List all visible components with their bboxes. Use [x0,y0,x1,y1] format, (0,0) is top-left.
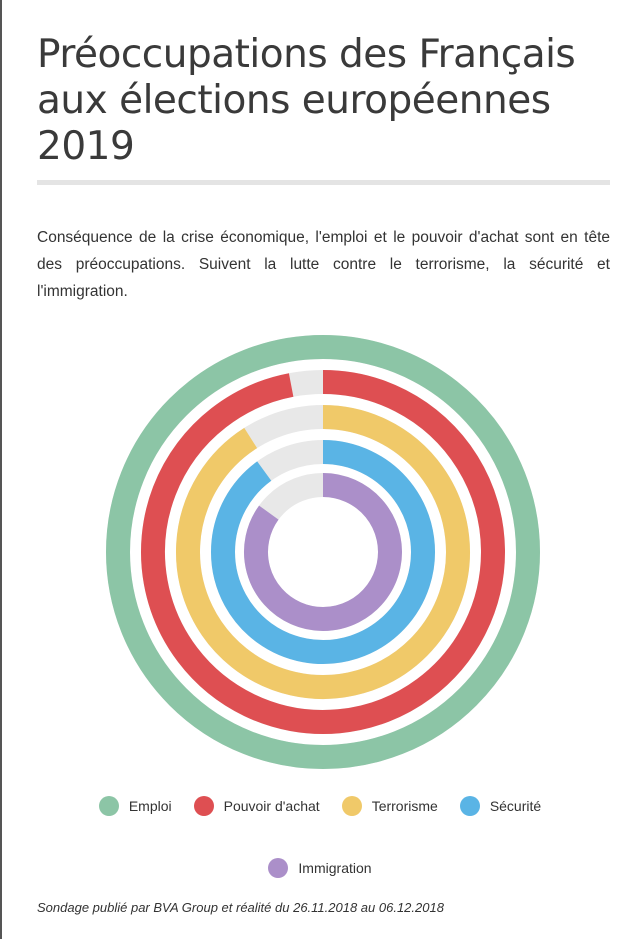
legend-dot-icon [342,796,362,816]
legend-label: Sécurité [489,798,542,814]
legend-item-securite[interactable] [460,795,541,817]
chart-subtitle: Conséquence de la crise économique, l'emploi et le pouvoir d'achat sont en tête des préoccupations. Suivent la lutte contre le terrorisme, la sécurité et l'immigration. [37,229,610,300]
legend-dot-icon [268,858,288,878]
legend-item-immigration[interactable] [268,857,371,879]
page-title: Préoccupations des Français aux élections européennes 2019 [37,32,576,169]
legend-item-pouvoir-d-achat[interactable] [194,795,320,817]
legend-dot-icon [99,796,119,816]
legend-label: Terrorisme [371,798,438,814]
title-divider [37,180,610,185]
source-note: Sondage publié par BVA Group et réalité du 26.11.2018 au 06.12.2018 [37,900,444,915]
radial-bar-chart [0,320,639,780]
ring-bar-pouvoir-d-achat[interactable] [153,382,493,722]
legend-item-terrorisme[interactable] [342,795,438,817]
chart-legend [40,795,600,879]
legend-dot-icon [194,796,214,816]
legend-label: Pouvoir d'achat [223,798,320,814]
legend-label: Emploi [128,798,172,814]
legend-label: Immigration [298,860,372,876]
legend-dot-icon [460,796,480,816]
legend-item-emploi[interactable] [99,795,172,817]
